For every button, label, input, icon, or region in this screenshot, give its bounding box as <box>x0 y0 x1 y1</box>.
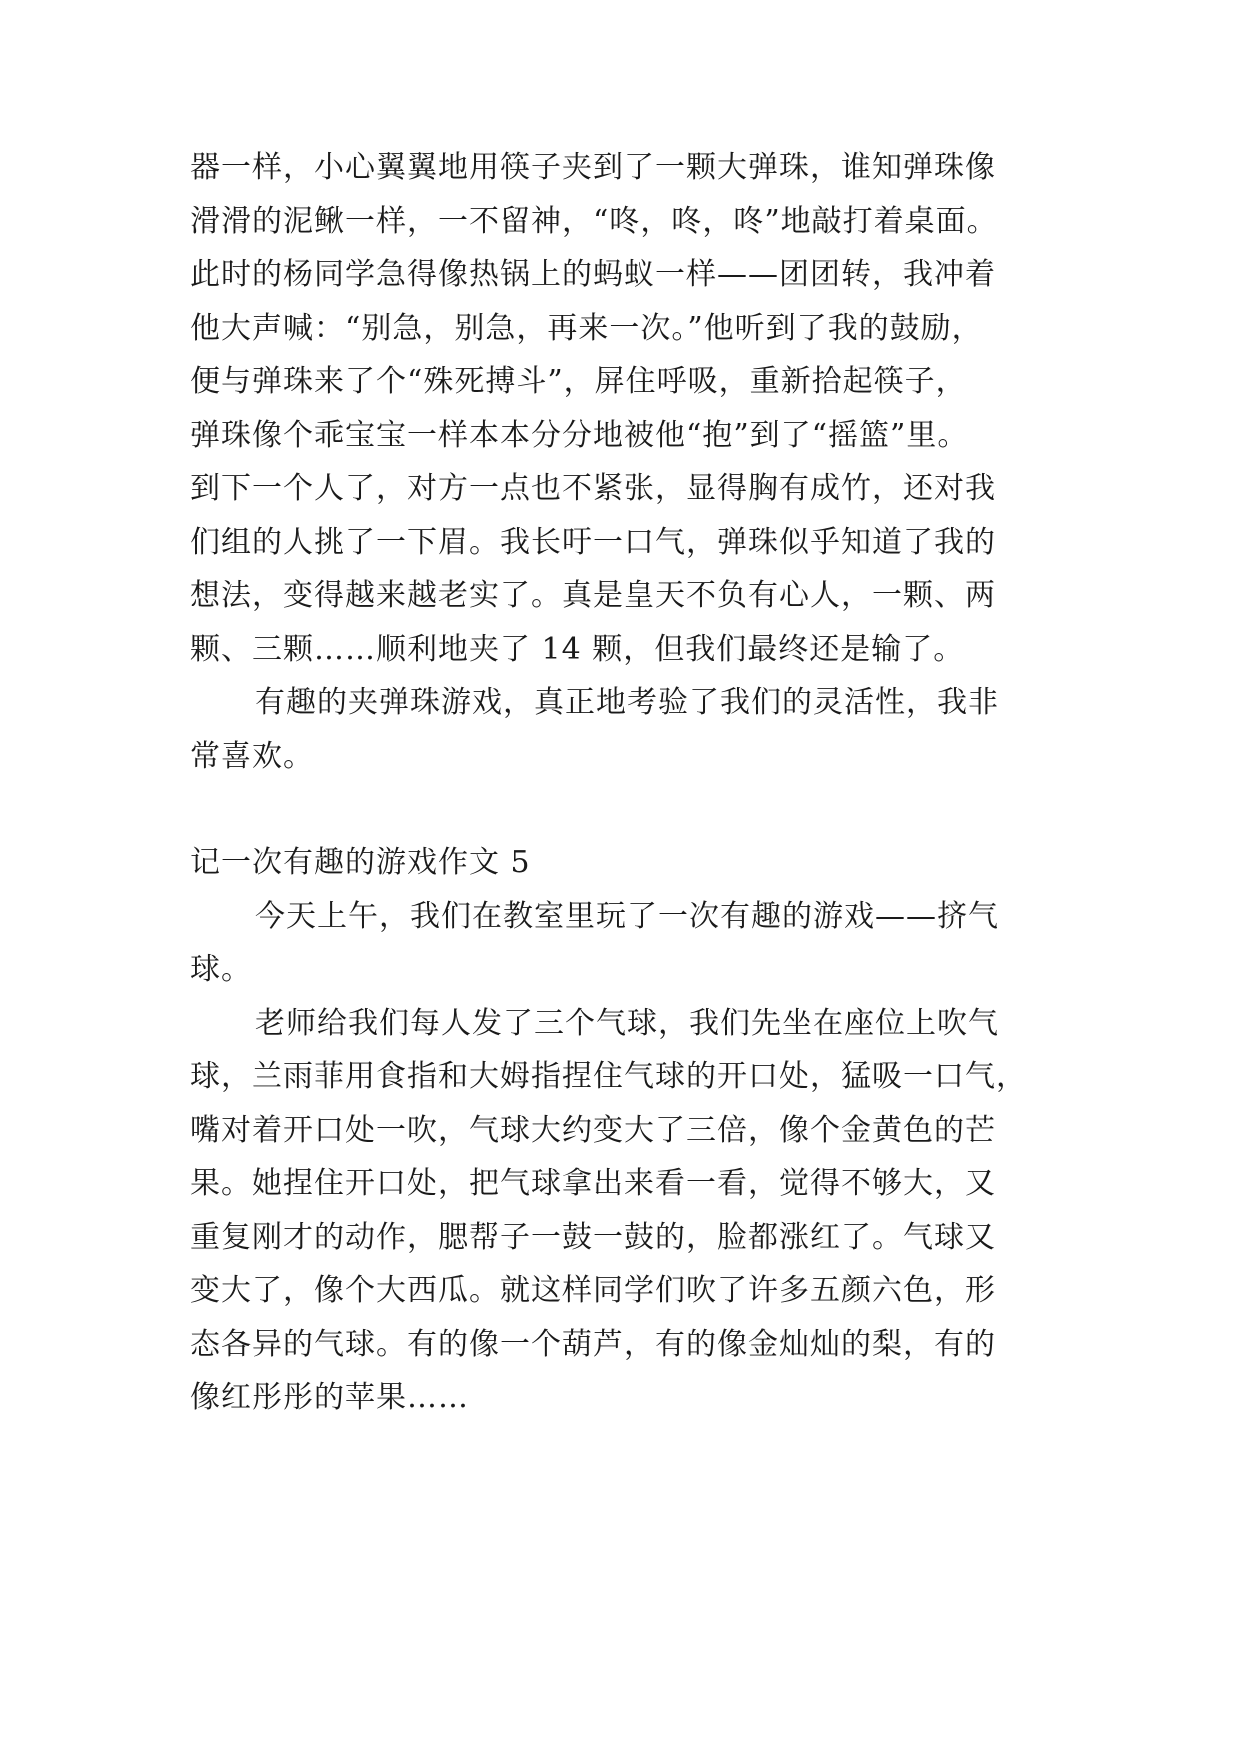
body-line: 球，兰雨菲用食指和大姆指捏住气球的开口处，猛吸一口气， <box>190 1059 1027 1094</box>
body-line: 果。她捏住开口处，把气球拿出来看一看，觉得不够大，又 <box>190 1166 996 1201</box>
body-line: 嘴对着开口处一吹，气球大约变大了三倍，像个金黄色的芒 <box>190 1113 996 1148</box>
body-line: 老师给我们每人发了三个气球，我们先坐在座位上吹气 <box>255 1006 999 1041</box>
intro-line: 今天上午，我们在教室里玩了一次有趣的游戏——挤气 <box>255 899 999 934</box>
body-line: 像红彤彤的苹果…… <box>190 1380 469 1415</box>
paragraph-line: 此时的杨同学急得像热锅上的蚂蚁一样——团团转，我冲着 <box>190 257 996 292</box>
paragraph-line: 便与弹珠来了个“殊死搏斗”，屏住呼吸，重新拾起筷子， <box>190 364 967 399</box>
conclusion-line: 有趣的夹弹珠游戏，真正地考验了我们的灵活性，我非 <box>255 685 999 720</box>
body-line: 态各异的气球。有的像一个葫芦，有的像金灿灿的梨，有的 <box>190 1327 996 1362</box>
paragraph-line: 弹珠像个乖宝宝一样本本分分地被他“抱”到了“摇篮”里。 <box>190 418 969 453</box>
paragraph-line: 到下一个人了，对方一点也不紧张，显得胸有成竹，还对我 <box>190 471 996 506</box>
conclusion-line: 常喜欢。 <box>190 739 314 774</box>
paragraph-line: 想法，变得越来越老实了。真是皇天不负有心人，一颗、两 <box>190 578 996 613</box>
body-line: 变大了，像个大西瓜。就这样同学们吹了许多五颜六色，形 <box>190 1273 996 1308</box>
paragraph-line: 器一样，小心翼翼地用筷子夹到了一颗大弹珠，谁知弹珠像 <box>190 150 996 185</box>
paragraph-line: 们组的人挑了一下眉。我长吁一口气，弹珠似乎知道了我的 <box>190 525 996 560</box>
section-heading: 记一次有趣的游戏作文 5 <box>190 845 531 880</box>
intro-line: 球。 <box>190 952 252 987</box>
paragraph-line: 他大声喊：“别急，别急，再来一次。”他听到了我的鼓励， <box>190 311 983 346</box>
body-line: 重复刚才的动作，腮帮子一鼓一鼓的，脸都涨红了。气球又 <box>190 1220 996 1255</box>
paragraph-line: 滑滑的泥鳅一样，一不留神，“咚，咚，咚”地敲打着桌面。 <box>190 204 998 239</box>
paragraph-line: 颗、三颗……顺利地夹了 14 颗，但我们最终还是输了。 <box>190 632 965 667</box>
